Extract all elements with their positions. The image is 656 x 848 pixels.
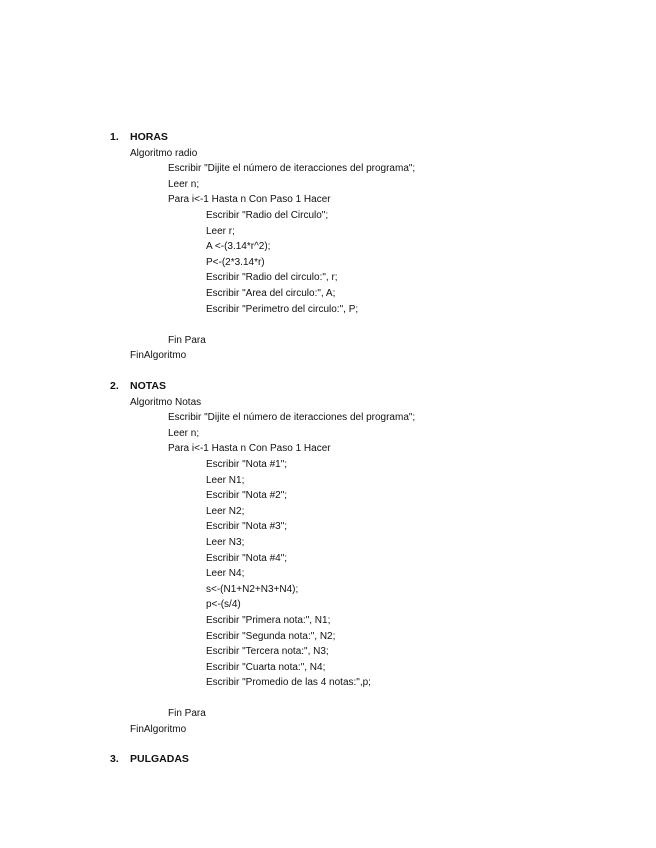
section-horas <box>110 130 630 364</box>
section-heading <box>110 379 630 395</box>
code-line: Para i<-1 Hasta n Con Paso 1 Hacer <box>168 443 331 455</box>
section-heading <box>110 130 630 146</box>
code-line: Fin Para <box>168 708 206 720</box>
code-line: Escribir "Area del circulo:", A; <box>206 287 336 299</box>
code-line: Escribir "Dijite el número de iteracciones del programa"; <box>168 163 416 175</box>
code-line: A <-(3.14*r^2); <box>206 241 271 253</box>
code-line: Leer N2; <box>206 505 245 517</box>
section-title: HORAS <box>130 131 168 143</box>
code-line: Escribir "Dijite el número de iteracciones del programa"; <box>168 412 416 424</box>
code-line: Escribir "Radio del circulo:", r; <box>206 272 338 284</box>
code-line: Escribir "Promedio de las 4 notas:",p; <box>206 677 371 689</box>
blank-line <box>110 317 630 333</box>
section-heading <box>110 752 630 768</box>
list-number: 1. <box>110 131 119 143</box>
code-line: p<-(s/4) <box>206 599 241 611</box>
code-line: Leer n; <box>168 178 200 190</box>
code-line: Leer r; <box>206 225 235 237</box>
code-line: Leer N1; <box>206 474 245 486</box>
code-line: Leer N4; <box>206 568 245 580</box>
section-title: PULGADAS <box>130 753 189 765</box>
code-line: Leer n; <box>168 427 200 439</box>
code-line: FinAlgoritmo <box>130 350 187 362</box>
code-line: Escribir "Segunda nota:", N2; <box>206 630 336 642</box>
code-line: Escribir "Primera nota:", N1; <box>206 614 331 626</box>
code-line: P<-(2*3.14*r) <box>206 256 265 268</box>
code-line: Escribir "Nota #3"; <box>206 521 288 533</box>
section-title: NOTAS <box>130 380 166 392</box>
code-line: Escribir "Nota #1"; <box>206 458 288 470</box>
section-notas <box>110 379 630 738</box>
code-line: Algoritmo radio <box>130 147 198 159</box>
code-line: Escribir "Radio del Circulo"; <box>206 209 329 221</box>
list-number: 3. <box>110 753 119 765</box>
code-line: Algoritmo Notas <box>130 396 202 408</box>
code-line: Escribir "Cuarta nota:", N4; <box>206 661 326 673</box>
code-line: Escribir "Tercera nota:", N3; <box>206 646 329 658</box>
code-line: Para i<-1 Hasta n Con Paso 1 Hacer <box>168 194 331 206</box>
section-pulgadas <box>110 752 630 768</box>
code-line: Escribir "Perimetro del circulo:", P; <box>206 303 359 315</box>
code-line: s<-(N1+N2+N3+N4); <box>206 583 299 595</box>
code-line: Fin Para <box>168 334 206 346</box>
code-line: Escribir "Nota #2"; <box>206 490 288 502</box>
list-number: 2. <box>110 380 119 392</box>
code-line: Escribir "Nota #4"; <box>206 552 288 564</box>
code-line: FinAlgoritmo <box>130 724 187 736</box>
code-line: Leer N3; <box>206 536 245 548</box>
blank-line <box>110 691 630 707</box>
